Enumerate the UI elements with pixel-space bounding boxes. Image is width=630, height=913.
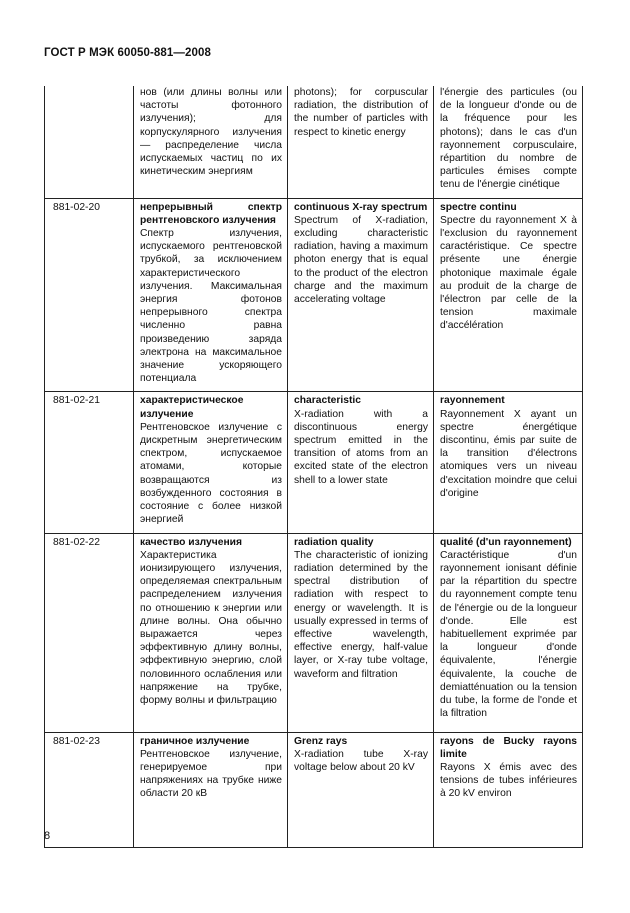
ru-cell [134,198,288,392]
en-definition: X-radiation with a discontinuous energy spectrum emitted in the transition of atoms from an excited state of the electron shell to a lower state [294,408,428,486]
fr-definition: l'énergie des particules (ou de la longueur d'onde ou de la fréquence pour les photons); dans le cas d'un rayonnement corpusculaire, répartition du nombre de particules émises compte tenu de l'énergie cinétique [440,87,577,191]
ru-term: характеристическое излучение [140,395,244,420]
document-header: ГОСТ Р МЭК 60050-881—2008 [44,47,211,59]
en-cell [288,732,434,847]
fr-term: qualité (d'un rayonnement) [440,536,572,548]
ru-definition: Характеристика ионизирующего излучения, определяемая спектральным распределением излучения по отношению к энергии или длине волны. Она обычно выражается через эффективную длину волны, эффективную энергию, слой половинного ослабления или напряжение на трубке, форму волны и фильтрацию [140,549,282,706]
table-row [45,86,583,198]
ru-definition: Рентгеновское излучение, генерируемое при напряжениях на трубке ниже области 20 кВ [140,748,282,800]
fr-term: rayonnement [440,395,505,407]
table-row [45,392,583,533]
fr-cell [434,732,583,847]
ru-term: качество излучения [140,536,243,548]
fr-definition: Rayons X émis avec des tensions de tubes inférieures à 20 kV environ [440,761,577,800]
fr-cell [434,86,583,198]
fr-definition: Spectre du rayonnement X à l'exclusion du rayonnement caractéristique. Ce spectre présente une énergie photonique maximale égale au produit de la charge de l'électron par celle de la tension maximale d'accélération [440,214,577,332]
en-term: radiation quality [294,536,374,548]
fr-cell [434,533,583,732]
ru-cell [134,86,288,198]
ru-cell [134,533,288,732]
table-row [45,533,583,732]
fr-term: spectre continu [440,201,517,213]
en-cell [288,86,434,198]
ru-cell [134,732,288,847]
code-cell: 881-02-22 [45,533,134,732]
ru-term: непрерывный спектр рентгеновского излучения [140,201,282,226]
en-term: characteristic [294,395,361,407]
en-definition: Spectrum of X-radiation, excluding characteristic radiation, having a maximum photon energy that is equal to the product of the electron charge and the maximum accelerating voltage [294,214,428,306]
table-row [45,732,583,847]
ru-cell [134,392,288,533]
en-definition: photons); for corpuscular radiation, the distribution of the number of particles with respect to kinetic energy [294,87,428,138]
en-definition: X-radiation tube X-ray voltage below about 20 kV [294,748,428,773]
page-number: 8 [44,830,51,842]
fr-cell [434,392,583,533]
en-definition: The characteristic of ionizing radiation determined by the spectral distribution of radiation with respect to energy or wavelength. It is usually expressed in terms of effective wavelength, effective energy, half-value layer, or X-ray tube voltage, waveform and filtration [294,549,428,680]
code-cell: 881-02-23 [45,732,134,847]
table-row [45,198,583,392]
fr-cell [434,198,583,392]
en-cell [288,198,434,392]
fr-definition: Caractéristique d'un rayonnement ionisant définie par la répartition du spectre du rayonnement compte tenu de l'énergie ou de la longueur d'onde. Elle est habituellement exprimée par la longueur d'onde équivalente, l'énergie équivalente, la couche de demiatténuation ou la tension du tube, la forme de l'onde et la filtration [440,549,577,720]
fr-term: rayons de Bucky rayons limite [440,735,577,760]
en-term: continuous X-ray spectrum [294,201,428,213]
code-cell [45,86,134,198]
fr-definition: Rayonnement X ayant un spectre énergétique discontinu, émis par suite de la transition d'électrons atomiques vers un niveau d'excitation moindre que celui d'origine [440,408,577,499]
ru-definition: Спектр излучения, испускаемого рентгеновской трубкой, за исключением характеристического излучения. Максимальная энергия фотонов непрерывного спектра численно равна произведению заряда электрона на максимальное значение ускоряющего потенциала [140,228,282,385]
en-term: Grenz rays [294,735,348,747]
ru-definition: нов (или длины волны или частоты фотонного излучения); для корпускулярного излучения — распределение числа испускаемых частиц по их кинетическим энергиям [140,87,282,178]
en-cell [288,533,434,732]
ru-definition: Рентгеновское излучение с дискретным энергетическим спектром, испускаемое атомами, которые возвращаются из возбужденного состояния в состояние с более низкой энергией [140,421,282,526]
terms-table [44,86,583,848]
en-cell [288,392,434,533]
code-cell: 881-02-20 [45,198,134,392]
ru-term: граничное излучение [140,735,250,747]
code-cell: 881-02-21 [45,392,134,533]
